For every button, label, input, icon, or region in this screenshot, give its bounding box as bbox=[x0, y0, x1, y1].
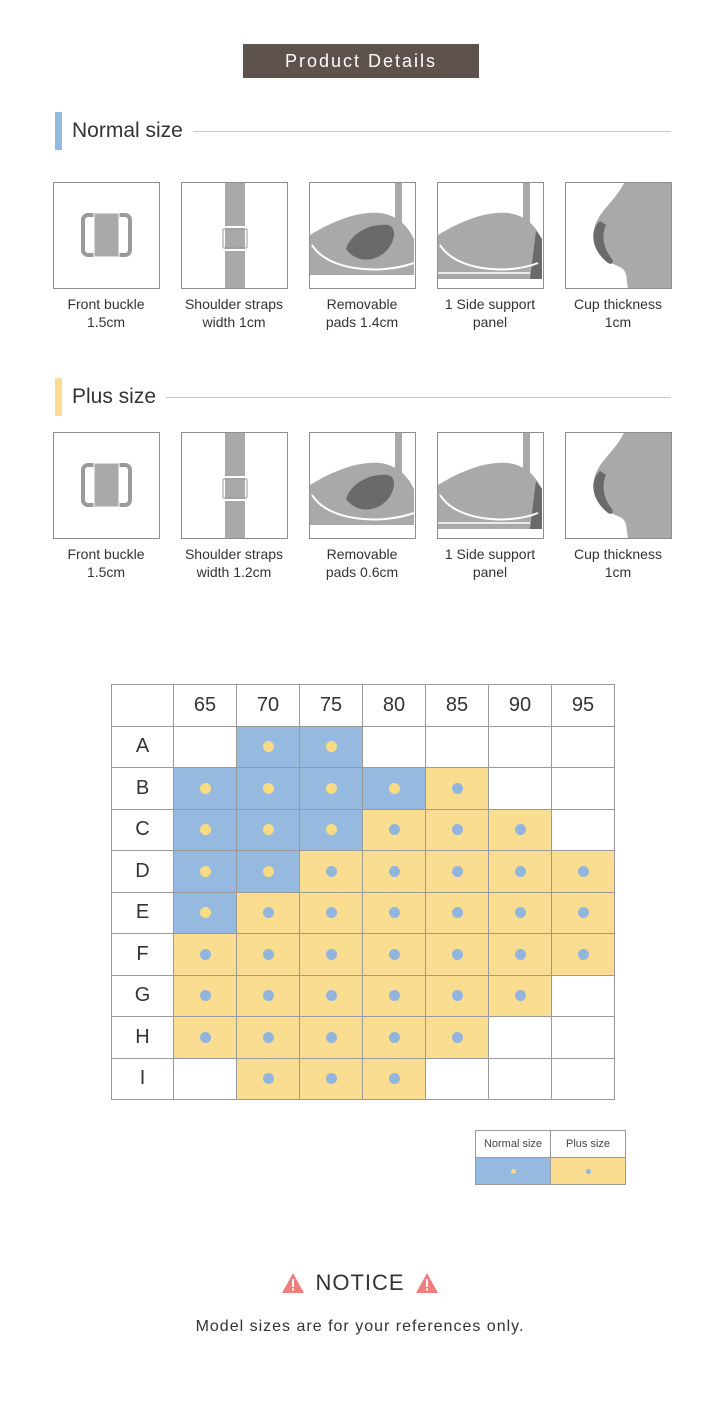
size-available-dot bbox=[389, 990, 400, 1001]
feature-item bbox=[565, 432, 693, 592]
section-divider bbox=[193, 131, 671, 132]
cup-row bbox=[112, 768, 615, 810]
size-available-dot bbox=[326, 949, 337, 960]
feature-caption bbox=[425, 295, 555, 331]
side-support-panel-icon bbox=[437, 182, 544, 289]
size-cell-empty bbox=[552, 768, 615, 810]
size-available-dot bbox=[200, 824, 211, 835]
legend-dot bbox=[586, 1169, 591, 1174]
size-cell-normal bbox=[174, 768, 237, 810]
size-available-dot bbox=[389, 907, 400, 918]
size-available-dot bbox=[200, 907, 211, 918]
feature-caption-line: Cup thickness bbox=[574, 296, 662, 312]
feature-caption-line: Shoulder straps bbox=[184, 546, 284, 562]
feature-caption-line: width 1.2cm bbox=[196, 564, 272, 580]
size-cell-plus bbox=[552, 934, 615, 976]
section-label: Plus size bbox=[72, 385, 157, 408]
size-available-dot bbox=[326, 990, 337, 1001]
feature-item bbox=[53, 182, 181, 342]
cup-thickness-icon bbox=[565, 432, 672, 539]
band-size-header: 75 bbox=[300, 685, 363, 727]
size-cell-normal bbox=[237, 809, 300, 851]
removable-pad-icon bbox=[309, 432, 416, 539]
size-available-dot bbox=[326, 741, 337, 752]
size-cell-plus bbox=[363, 975, 426, 1017]
feature-item bbox=[309, 182, 437, 342]
size-cell-plus bbox=[363, 809, 426, 851]
feature-caption-line: 1.5cm bbox=[86, 314, 126, 330]
size-available-dot bbox=[263, 1032, 274, 1043]
feature-item bbox=[437, 432, 565, 592]
feature-caption bbox=[425, 545, 555, 581]
cup-row bbox=[112, 975, 615, 1017]
size-available-dot bbox=[515, 949, 526, 960]
size-cell-empty bbox=[363, 726, 426, 768]
feature-caption-line: Cup thickness bbox=[574, 546, 662, 562]
size-available-dot bbox=[200, 783, 211, 794]
cup-size-header: G bbox=[112, 975, 174, 1017]
shoulder-strap-icon bbox=[181, 182, 288, 289]
size-cell-empty bbox=[489, 768, 552, 810]
section-label: Normal size bbox=[72, 119, 183, 142]
band-size-header: 95 bbox=[552, 685, 615, 727]
cup-row bbox=[112, 851, 615, 893]
feature-item bbox=[181, 182, 309, 342]
feature-caption-line: panel bbox=[472, 564, 508, 580]
size-legend bbox=[475, 1130, 626, 1185]
cup-row bbox=[112, 934, 615, 976]
size-cell-normal bbox=[300, 726, 363, 768]
size-cell-plus bbox=[174, 1017, 237, 1059]
size-cell-plus bbox=[363, 934, 426, 976]
cup-size-header: C bbox=[112, 809, 174, 851]
size-available-dot bbox=[263, 907, 274, 918]
size-available-dot bbox=[326, 866, 337, 877]
size-available-dot bbox=[452, 949, 463, 960]
size-cell-normal bbox=[174, 851, 237, 893]
size-cell-plus bbox=[300, 1017, 363, 1059]
feature-caption bbox=[41, 295, 171, 331]
size-cell-normal bbox=[300, 768, 363, 810]
feature-caption-line: 1 Side support bbox=[444, 546, 536, 562]
size-available-dot bbox=[389, 1073, 400, 1084]
feature-caption-line: Front buckle bbox=[67, 546, 145, 562]
cup-thickness-icon bbox=[565, 182, 672, 289]
cup-size-header: I bbox=[112, 1058, 174, 1100]
feature-caption-line: 1 Side support bbox=[444, 296, 536, 312]
side-support-panel-icon bbox=[437, 432, 544, 539]
cup-size-header: A bbox=[112, 726, 174, 768]
size-cell-plus bbox=[237, 1058, 300, 1100]
size-cell-plus bbox=[489, 851, 552, 893]
size-cell-empty bbox=[174, 726, 237, 768]
feature-caption bbox=[553, 295, 683, 331]
size-cell-plus bbox=[237, 934, 300, 976]
size-available-dot bbox=[452, 907, 463, 918]
size-available-dot bbox=[263, 783, 274, 794]
feature-caption-line: 1cm bbox=[604, 564, 632, 580]
feature-caption-line: width 1cm bbox=[202, 314, 266, 330]
product-details-banner bbox=[243, 44, 479, 78]
size-available-dot bbox=[200, 990, 211, 1001]
size-cell-empty bbox=[552, 975, 615, 1017]
size-cell-plus bbox=[489, 934, 552, 976]
size-available-dot bbox=[326, 1073, 337, 1084]
feature-item bbox=[437, 182, 565, 342]
size-cell-normal bbox=[174, 892, 237, 934]
feature-caption-line: Removable bbox=[326, 546, 398, 562]
size-available-dot bbox=[200, 949, 211, 960]
size-cell-plus bbox=[363, 851, 426, 893]
feature-caption-line: Shoulder straps bbox=[184, 296, 284, 312]
warning-icon bbox=[415, 1272, 439, 1294]
section-divider bbox=[166, 397, 671, 398]
size-available-dot bbox=[263, 741, 274, 752]
size-cell-plus bbox=[426, 1017, 489, 1059]
size-cell-empty bbox=[489, 726, 552, 768]
size-cell-plus bbox=[237, 1017, 300, 1059]
size-available-dot bbox=[389, 824, 400, 835]
feature-caption-line: 1cm bbox=[604, 314, 632, 330]
size-cell-plus bbox=[489, 892, 552, 934]
feature-row-plus bbox=[53, 432, 673, 592]
size-cell-plus bbox=[426, 975, 489, 1017]
feature-caption-line: pads 1.4cm bbox=[325, 314, 399, 330]
size-cell-normal bbox=[363, 768, 426, 810]
size-available-dot bbox=[263, 824, 274, 835]
size-available-dot bbox=[200, 866, 211, 877]
size-cell-plus bbox=[300, 975, 363, 1017]
cup-size-header: B bbox=[112, 768, 174, 810]
size-available-dot bbox=[515, 824, 526, 835]
section-title-normal bbox=[55, 112, 671, 150]
size-available-dot bbox=[578, 907, 589, 918]
size-cell-plus bbox=[174, 975, 237, 1017]
size-cell-plus bbox=[426, 768, 489, 810]
size-cell-empty bbox=[426, 726, 489, 768]
size-available-dot bbox=[452, 824, 463, 835]
size-available-dot bbox=[452, 1032, 463, 1043]
section-title-plus bbox=[55, 378, 671, 416]
size-cell-plus bbox=[363, 1017, 426, 1059]
cup-row bbox=[112, 1058, 615, 1100]
size-available-dot bbox=[263, 949, 274, 960]
legend-plus-label: Plus size bbox=[551, 1131, 626, 1158]
size-available-dot bbox=[578, 949, 589, 960]
cup-size-header: F bbox=[112, 934, 174, 976]
size-cell-normal bbox=[300, 809, 363, 851]
feature-item bbox=[181, 432, 309, 592]
feature-caption-line: Removable bbox=[326, 296, 398, 312]
notice-heading bbox=[0, 1270, 720, 1296]
feature-caption-line: 1.5cm bbox=[86, 564, 126, 580]
size-available-dot bbox=[326, 907, 337, 918]
feature-caption bbox=[297, 545, 427, 581]
band-size-header: 90 bbox=[489, 685, 552, 727]
size-cell-empty bbox=[426, 1058, 489, 1100]
size-available-dot bbox=[389, 783, 400, 794]
feature-caption bbox=[169, 295, 299, 331]
size-cell-plus bbox=[426, 809, 489, 851]
size-cell-normal bbox=[237, 851, 300, 893]
feature-caption bbox=[297, 295, 427, 331]
feature-caption bbox=[169, 545, 299, 581]
notice-text: Model sizes are for your references only. bbox=[195, 1318, 525, 1335]
size-cell-empty bbox=[552, 726, 615, 768]
size-chart-table bbox=[111, 684, 615, 1100]
size-cell-plus bbox=[489, 975, 552, 1017]
size-available-dot bbox=[389, 949, 400, 960]
feature-item bbox=[309, 432, 437, 592]
size-cell-plus bbox=[237, 975, 300, 1017]
size-available-dot bbox=[200, 1032, 211, 1043]
size-cell-empty bbox=[174, 1058, 237, 1100]
cup-row bbox=[112, 892, 615, 934]
front-buckle-icon bbox=[53, 432, 160, 539]
size-cell-plus bbox=[237, 892, 300, 934]
size-available-dot bbox=[326, 824, 337, 835]
legend-normal-swatch bbox=[476, 1158, 551, 1185]
size-cell-empty bbox=[552, 809, 615, 851]
corner-cell bbox=[112, 685, 174, 727]
section-accent-bar bbox=[55, 112, 62, 150]
band-size-header: 70 bbox=[237, 685, 300, 727]
size-available-dot bbox=[452, 783, 463, 794]
size-available-dot bbox=[452, 866, 463, 877]
band-size-header: 85 bbox=[426, 685, 489, 727]
size-available-dot bbox=[326, 783, 337, 794]
warning-icon bbox=[281, 1272, 305, 1294]
size-cell-plus bbox=[300, 892, 363, 934]
size-available-dot bbox=[452, 990, 463, 1001]
size-available-dot bbox=[515, 990, 526, 1001]
size-cell-plus bbox=[300, 851, 363, 893]
cup-size-header: H bbox=[112, 1017, 174, 1059]
band-size-header: 65 bbox=[174, 685, 237, 727]
cup-row bbox=[112, 1017, 615, 1059]
feature-row-normal bbox=[53, 182, 673, 342]
size-cell-empty bbox=[489, 1017, 552, 1059]
size-available-dot bbox=[578, 866, 589, 877]
notice-title: NOTICE bbox=[315, 1270, 405, 1295]
band-header-row bbox=[112, 685, 615, 727]
legend-plus-swatch bbox=[551, 1158, 626, 1185]
cup-row bbox=[112, 809, 615, 851]
feature-item bbox=[565, 182, 693, 342]
feature-caption bbox=[553, 545, 683, 581]
size-available-dot bbox=[263, 1073, 274, 1084]
size-cell-normal bbox=[237, 768, 300, 810]
legend-dot bbox=[511, 1169, 516, 1174]
size-cell-plus bbox=[300, 1058, 363, 1100]
feature-item bbox=[53, 432, 181, 592]
size-cell-plus bbox=[174, 934, 237, 976]
size-cell-plus bbox=[363, 1058, 426, 1100]
front-buckle-icon bbox=[53, 182, 160, 289]
feature-caption bbox=[41, 545, 171, 581]
size-cell-empty bbox=[552, 1058, 615, 1100]
size-available-dot bbox=[515, 866, 526, 877]
feature-caption-line: pads 0.6cm bbox=[325, 564, 399, 580]
size-available-dot bbox=[263, 990, 274, 1001]
cup-size-header: E bbox=[112, 892, 174, 934]
banner-title: Product Details bbox=[284, 50, 438, 71]
band-size-header: 80 bbox=[363, 685, 426, 727]
size-cell-plus bbox=[489, 809, 552, 851]
size-cell-normal bbox=[237, 726, 300, 768]
size-available-dot bbox=[263, 866, 274, 877]
size-cell-empty bbox=[552, 1017, 615, 1059]
size-cell-plus bbox=[426, 934, 489, 976]
size-available-dot bbox=[515, 907, 526, 918]
removable-pad-icon bbox=[309, 182, 416, 289]
size-available-dot bbox=[389, 1032, 400, 1043]
size-cell-plus bbox=[426, 892, 489, 934]
cup-row bbox=[112, 726, 615, 768]
legend-normal-label: Normal size bbox=[476, 1131, 551, 1158]
size-cell-plus bbox=[300, 934, 363, 976]
size-cell-plus bbox=[552, 851, 615, 893]
size-cell-empty bbox=[489, 1058, 552, 1100]
cup-size-header: D bbox=[112, 851, 174, 893]
section-accent-bar bbox=[55, 378, 62, 416]
size-available-dot bbox=[389, 866, 400, 877]
shoulder-strap-icon bbox=[181, 432, 288, 539]
size-cell-plus bbox=[363, 892, 426, 934]
feature-caption-line: Front buckle bbox=[67, 296, 145, 312]
size-cell-normal bbox=[174, 809, 237, 851]
feature-caption-line: panel bbox=[472, 314, 508, 330]
size-available-dot bbox=[326, 1032, 337, 1043]
size-cell-plus bbox=[552, 892, 615, 934]
size-cell-plus bbox=[426, 851, 489, 893]
